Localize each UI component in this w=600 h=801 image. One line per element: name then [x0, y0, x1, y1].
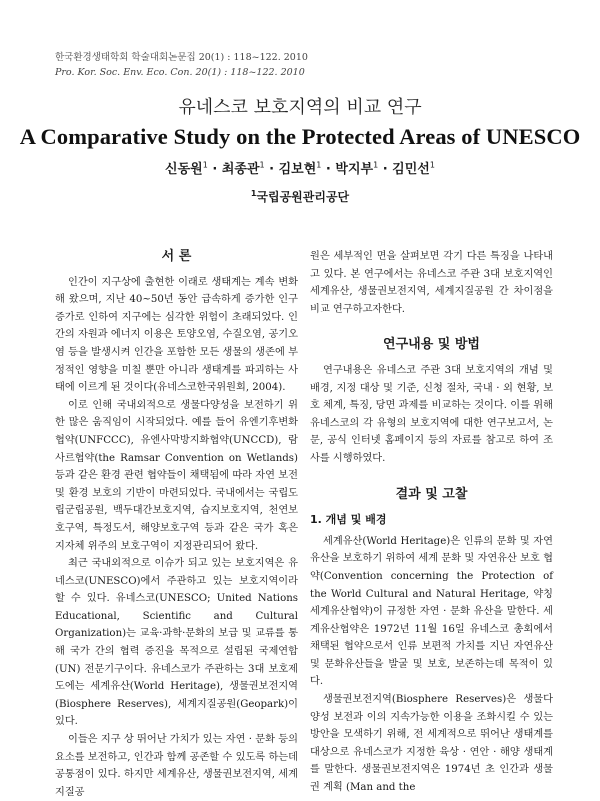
author-separator: · — [264, 162, 279, 177]
section-heading-results: 결과 및 고찰 — [395, 486, 468, 502]
title-english: A Comparative Study on the Protected Areas of UNESCO — [19, 124, 581, 149]
author: 최종관$^1$ — [221, 160, 265, 177]
author: 박지부$^1$ — [335, 160, 379, 177]
paragraph: 이들은 지구 상 뛰어난 가치가 있는 자연 · 문화 등의 요소를 보전하고, 인간과 함께 공존할 수 있도록 하는데 공통점이 있다. 하지만 세계유산, 생물권보전지역, 세계지질공 — [55, 734, 298, 798]
author: 김보현$^1$ — [278, 160, 322, 177]
journal-header-korean: 한국환경생태학회 학술대회논문집 20(1) : 118~122. 2010 — [55, 52, 308, 63]
paragraph: 원은 세부적인 면을 살펴보면 각기 다른 특징을 나타내고 있다. 본 연구에서는 유네스코 주관 3대 보호지역인 세계유산, 생물권보전지역, 세계지질공원 간 차이점을 비교 연구하고자한다. — [310, 251, 553, 315]
author-separator: · — [378, 162, 393, 177]
section-heading-methods: 연구내용 및 방법 — [383, 337, 480, 353]
left-column — [55, 248, 298, 801]
author: 김민선$^1$ — [392, 160, 435, 177]
paragraph: 연구내용은 유네스코 주관 3대 보호지역의 개념 및 배경, 지정 대상 및 기준, 신청 절차, 국내 · 외 현황, 보호 체계, 특징, 당면 과제를 비교하는 것이다. 이를 위해 유네스코의 각 유형의 보호지역에 대한 연구보고서, 논문, 공식 인터넷 홈페이지 등의 자료를 참고로 하여 조사를 시행하였다. — [310, 364, 553, 464]
right-column — [310, 248, 553, 797]
journal-header-english: Pro. Kor. Soc. Env. Eco. Con. 20(1) : 118~122. 2010 — [55, 67, 305, 78]
author: 신동원$^1$ — [165, 160, 208, 177]
section-heading-introduction: 서 론 — [161, 249, 192, 264]
affiliation: $^1$국립공원관리공단 — [250, 189, 350, 204]
author-list — [0, 158, 600, 177]
paragraph: 이로 인해 국내외적으로 생물다양성을 보전하기 위한 많은 움직임이 시작되었다. 예를 들어 유엔기후변화협약(UNFCCC), 유엔사막방지화협약(UNCCD), 람사르협약(the Ramsar Convention on Wetlands) 등과 같은 환경 관련 협약들이 채택됨에 따라 자연 보전 및 환경 보호의 기반이 마련되었다. 국내에서는 국립도립군립공원, 백두대간보호지역, 습지보호지역, 천연보호구역, 특정도서, 해양보호구역 등과 같은 국가 혹은 지자체 위주의 보호구역이 지정관리되어 왔다. — [55, 399, 298, 552]
title-korean: 유네스코 보호지역의 비교 연구 — [178, 97, 422, 118]
subsection-heading: 1. 개념 및 배경 — [310, 513, 387, 527]
journal-header — [55, 50, 308, 80]
author-separator: · — [207, 162, 222, 177]
paragraph: 생물권보전지역(Biosphere Reserves)은 생물다양성 보전과 이의 지속가능한 이용을 조화시킬 수 있는 방안을 모색하기 위해, 전 세계적으로 뛰어난 생태계를 대상으로 유네스코가 지정한 육상 · 연안 · 해양 생태계를 말한다. 생물권보전지역은 1974년 초 인간과 생물권 계획 (Man and the — [310, 694, 553, 794]
paragraph: 최근 국내외적으로 이슈가 되고 있는 보호지역은 유네스코(UNESCO)에서 주관하고 있는 보호지역이라 할 수 있다. 유네스코(UNESCO; United Nations Educational, Scientific and Cultural Organization)는 교육·과학·문화의 보급 및 교류를 통해 국가 간의 협력 증진을 목적으로 설립된 국제연합(UN) 전문기구이다. 유네스코가 주관하는 3대 보호제도에는 세계유산(World Heritage), 생물권보전지역(Biosphere Reserves), 세계지질공원(Geopark)이 있다. — [55, 558, 298, 728]
author-separator: · — [321, 162, 336, 177]
paragraph: 인간이 지구상에 출현한 이래로 생태계는 계속 변화해 왔으며, 지난 40~50년 동안 급속하게 증가한 인구 증가로 인하여 지구에는 심각한 위험이 초래되었다. 인간의 자원과 에너지 이용은 토양오염, 수질오염, 공기오염 등을 발생시켜 인간을 포함한 모든 생물의 생존에 부정적인 영향을 미칠 뿐만 아니라 생태계를 파괴하는 사태에 이르게 된 것이다(유네스코한국위원회, 2004). — [55, 276, 298, 394]
paragraph: 세계유산(World Heritage)은 인류의 문화 및 자연 유산을 보호하기 위하여 세계 문화 및 자연유산 보호 협약(Convention concerning the Protection of the World Cultural and Natural Heritage, 약칭 세계유산협약)이 규정한 자연 · 문화 유산을 말한다. 세계유산협약은 1972년 11월 16일 유네스코 총회에서 채택된 협약으로서 인류 보편적 가치를 지닌 자연유산 및 문화유산들을 발굴 및 보호, 보존하는데 목적이 있다. — [310, 535, 553, 688]
